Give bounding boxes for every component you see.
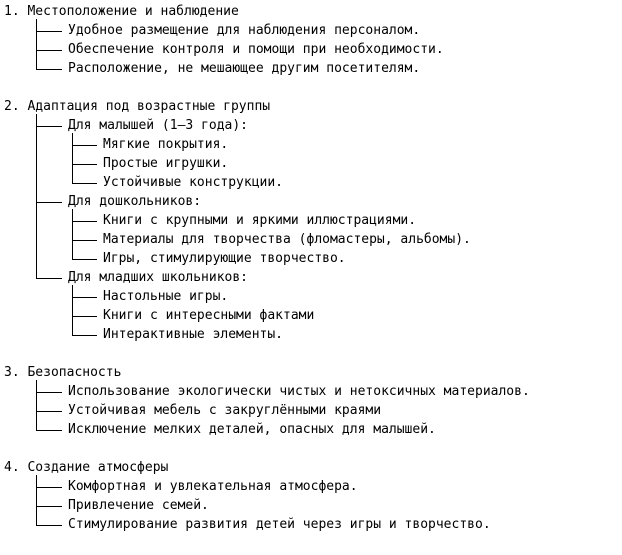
tree-connector-horizontal [72, 335, 97, 336]
tree-connector-horizontal [36, 430, 62, 431]
tree-connector-horizontal [36, 487, 62, 488]
tree-connector-vertical [72, 285, 73, 336]
tree-connector-horizontal [36, 50, 62, 51]
outline-subitem: Игры, стимулирующие творчество. [103, 251, 346, 266]
outline-item: Для дошкольников: [68, 194, 202, 209]
outline-subitem: Простые игрушки. [103, 156, 229, 171]
tree-connector-vertical [36, 114, 37, 279]
outline-subitem: Материалы для творчества (фломастеры, альбомы). [103, 232, 471, 247]
tree-connector-vertical [72, 133, 73, 184]
tree-connector-horizontal [36, 202, 62, 203]
outline-subitem: Книги с крупными и яркими иллюстрациями. [103, 213, 417, 228]
tree-connector-vertical [36, 380, 37, 431]
outline-item: Привлечение семей. [68, 498, 209, 513]
outline-subitem: Мягкие покрытия. [103, 137, 229, 152]
tree-connector-horizontal [72, 259, 97, 260]
outline-item: Для младших школьников: [68, 270, 249, 285]
outline-subitem: Настольные игры. [103, 289, 229, 304]
tree-connector-horizontal [36, 411, 62, 412]
section-heading: 1. Местоположение и наблюдение [4, 4, 239, 19]
tree-connector-horizontal [36, 126, 62, 127]
tree-connector-horizontal [72, 145, 97, 146]
outline-item: Для малышей (1–3 года): [68, 118, 249, 133]
tree-connector-horizontal [36, 392, 62, 393]
tree-connector-horizontal [36, 506, 62, 507]
section-heading: 2. Адаптация под возрастные группы [4, 99, 271, 114]
outline-subitem: Книги с интересными фактами [103, 308, 315, 323]
outline-item: Комфортная и увлекательная атмосфера. [68, 479, 358, 494]
tree-connector-vertical [36, 475, 37, 526]
tree-connector-horizontal [36, 31, 62, 32]
tree-connector-horizontal [36, 278, 62, 279]
outline-item: Расположение, не мешающее другим посетителям. [68, 61, 421, 76]
outline-item: Обеспечение контроля и помощи при необходимости. [68, 42, 444, 57]
section-heading: 4. Создание атмосферы [4, 460, 169, 475]
outline-item: Использование экологически чистых и нетоксичных материалов. [68, 384, 530, 399]
tree-connector-horizontal [36, 69, 62, 70]
outline-item: Устойчивая мебель с закруглёнными краями [68, 403, 382, 418]
outline-item: Стимулирование развития детей через игры и творчество. [68, 517, 491, 532]
tree-connector-horizontal [72, 240, 97, 241]
tree-connector-vertical [72, 209, 73, 260]
tree-connector-vertical [36, 19, 37, 70]
outline-item: Удобное размещение для наблюдения персоналом. [68, 23, 421, 38]
tree-connector-horizontal [36, 525, 62, 526]
tree-connector-horizontal [72, 297, 97, 298]
outline-item: Исключение мелких деталей, опасных для малышей. [68, 422, 436, 437]
outline-subitem: Устойчивые конструкции. [103, 175, 284, 190]
tree-connector-horizontal [72, 183, 97, 184]
tree-connector-horizontal [72, 164, 97, 165]
outline-subitem: Интерактивные элементы. [103, 327, 284, 342]
tree-connector-horizontal [72, 316, 97, 317]
section-heading: 3. Безопасность [4, 365, 122, 380]
tree-connector-horizontal [72, 221, 97, 222]
